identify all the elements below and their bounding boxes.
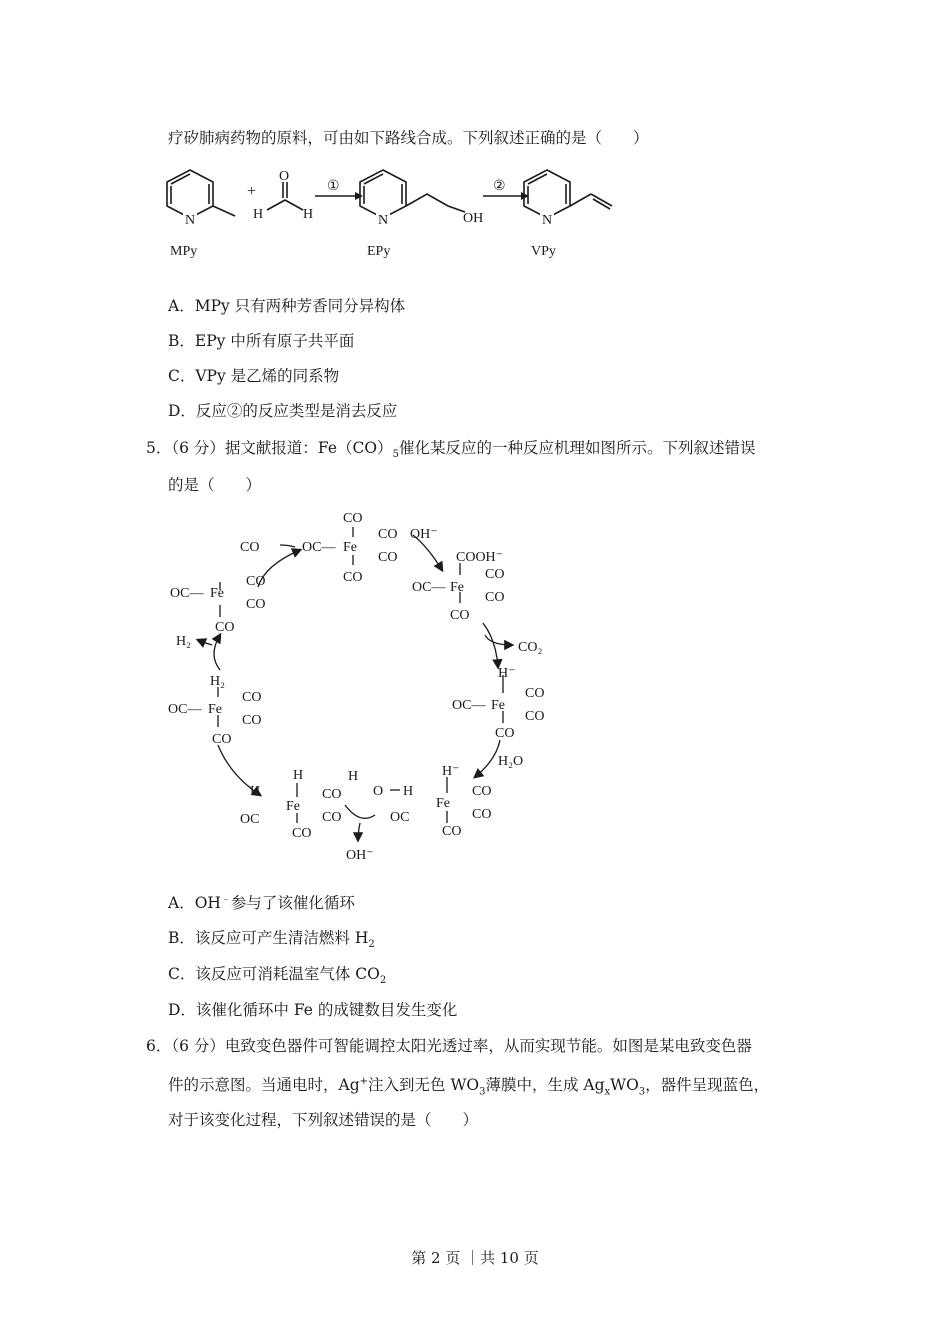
h2o-in: H₂O [498, 754, 524, 769]
water-h: H [348, 769, 359, 784]
q4-option-c: C．VPy 是乙烯的同系物 [168, 367, 340, 385]
q4-option-b: B．EPy 中所有原子共平面 [168, 332, 355, 350]
rm-co-2: CO [525, 709, 545, 724]
cycle-arrow-3 [483, 623, 498, 667]
q5-text-line2: 的是（ ） [168, 476, 262, 494]
br-fe: Fe [436, 796, 450, 811]
lt-co-2: CO [246, 597, 266, 612]
epy-n: N [377, 213, 389, 228]
carbonyl-o: O [279, 169, 290, 184]
cycle-arrow-5 [345, 805, 375, 818]
q6-text-line3: 对于该变化过程，下列叙述错误的是（ ） [168, 1111, 479, 1129]
q5-option-b: B．该反应可产生清洁燃料 $H_2$ [168, 929, 375, 951]
bl-oc: OC [240, 812, 260, 827]
plus-sign: + [247, 183, 257, 200]
water-o: O [373, 784, 384, 799]
top-fe: Fe [343, 540, 357, 555]
rm-co-1: CO [525, 686, 545, 701]
h2-out: H₂ [176, 634, 191, 649]
bl-h-left: H [250, 784, 261, 799]
mpy-methyl [213, 206, 235, 216]
bl-co-down: CO [292, 826, 312, 841]
q5-option-d: D．该催化循环中 Fe 的成键数目发生变化 [168, 1001, 458, 1019]
co2-release-arrow [485, 635, 512, 645]
bl-co-2: CO [322, 810, 342, 825]
q5-option-c: C．该反应可消耗温室气体 $CO_2$ [168, 965, 387, 987]
vinyl-bond [570, 194, 591, 206]
page-footer: 第 2 页 ｜共 10 页 [411, 1249, 539, 1267]
q5-number: 5． [146, 439, 172, 457]
step-1-label: ① [327, 179, 340, 194]
vpy-ring [524, 170, 570, 218]
formaldehyde-h-left: H [253, 207, 264, 222]
step-2-label: ② [493, 179, 506, 194]
co2-out: CO₂ [518, 640, 543, 655]
epy-ring [360, 170, 406, 218]
co-uptake-line [280, 545, 295, 547]
epy-oh: OH [463, 211, 484, 226]
top-oc-bond: OC— [302, 540, 336, 555]
mpy-n: N [184, 213, 196, 228]
rt-co-down: CO [450, 608, 470, 623]
oh-minus-out: OH⁻ [346, 848, 374, 863]
rm-oc: OC— [452, 698, 486, 713]
br-co-2: CO [472, 807, 492, 822]
lm-co-down: CO [212, 732, 232, 747]
lt-fe: Fe [210, 586, 224, 601]
q5-text: 5．（6 分）据文献报道：$Fe(CO)_5$催化某反应的一种反应机理如图所示。下列叙述错误 [146, 439, 756, 461]
label-mpy: MPy [170, 244, 198, 259]
q6-number: 6． [146, 1037, 172, 1055]
cycle-arrow-4 [475, 740, 500, 777]
label-epy: EPy [367, 244, 391, 259]
q4-option-d: D．反应②的反应类型是消去反应 [168, 402, 398, 420]
rt-fe: Fe [450, 580, 464, 595]
rt-oc: OC— [412, 580, 446, 595]
h2-release-arrow [198, 640, 212, 645]
catalytic-cycle-diagram [160, 505, 580, 870]
cycle-arrow-7 [214, 635, 220, 670]
q6-text-line1: 6．（6 分）电致变色器件可智能调控太阳光透过率，从而实现节能。如图是某电致变色器 [146, 1037, 752, 1055]
synthesis-scheme [155, 160, 635, 270]
lt-oc: OC— [170, 586, 204, 601]
top-co-down: CO [343, 570, 363, 585]
rt-co-2: CO [485, 590, 505, 605]
lm-oc: OC— [168, 702, 202, 717]
q4-option-a: A．MPy 只有两种芳香同分异构体 [168, 297, 406, 315]
free-co: CO [240, 540, 260, 555]
formaldehyde-h-right: H [303, 207, 314, 222]
top-co-r1: CO [378, 527, 398, 542]
oh-release-arrow [358, 823, 360, 840]
rt-co-1: CO [485, 567, 505, 582]
q6-text-line2: 件的示意图。当通电时，Ag+注入到无色 $WO_3$薄膜中，生成 $Ag_xWO_3$，器件呈现蓝色， [168, 1076, 770, 1098]
bl-h-top: H [293, 768, 304, 783]
cooh-minus: COOH⁻ [456, 550, 504, 565]
rm-co-down: CO [495, 726, 515, 741]
lt-co-down: CO [215, 620, 235, 635]
lm-co-1: CO [242, 690, 262, 705]
rm-h-minus: H⁻ [498, 666, 516, 681]
rm-fe: Fe [491, 698, 505, 713]
oh-minus-in: OH⁻ [410, 527, 438, 542]
bl-fe: Fe [286, 799, 300, 814]
br-h-minus: H⁻ [442, 764, 460, 779]
q5-option-a: A．OH﹣参与了该催化循环 [168, 894, 355, 913]
lm-h2: H₂ [210, 674, 225, 689]
br-oc: OC [390, 810, 410, 825]
top-co-r2: CO [378, 550, 398, 565]
top-co-up: CO [343, 511, 363, 526]
lt-co-1: CO [246, 574, 266, 589]
lm-fe: Fe [208, 702, 222, 717]
br-co-1: CO [472, 784, 492, 799]
epy-chain [406, 194, 465, 212]
water-h-bridge: H [403, 784, 414, 799]
vpy-n: N [541, 213, 553, 228]
q4-intro: 疗矽肺病药物的原料，可由如下路线合成。下列叙述正确的是（ ） [168, 129, 649, 147]
lm-co-2: CO [242, 713, 262, 728]
mpy-ring [167, 170, 213, 218]
br-co-down: CO [442, 824, 462, 839]
label-vpy: VPy [531, 244, 556, 259]
bl-co-1: CO [322, 787, 342, 802]
